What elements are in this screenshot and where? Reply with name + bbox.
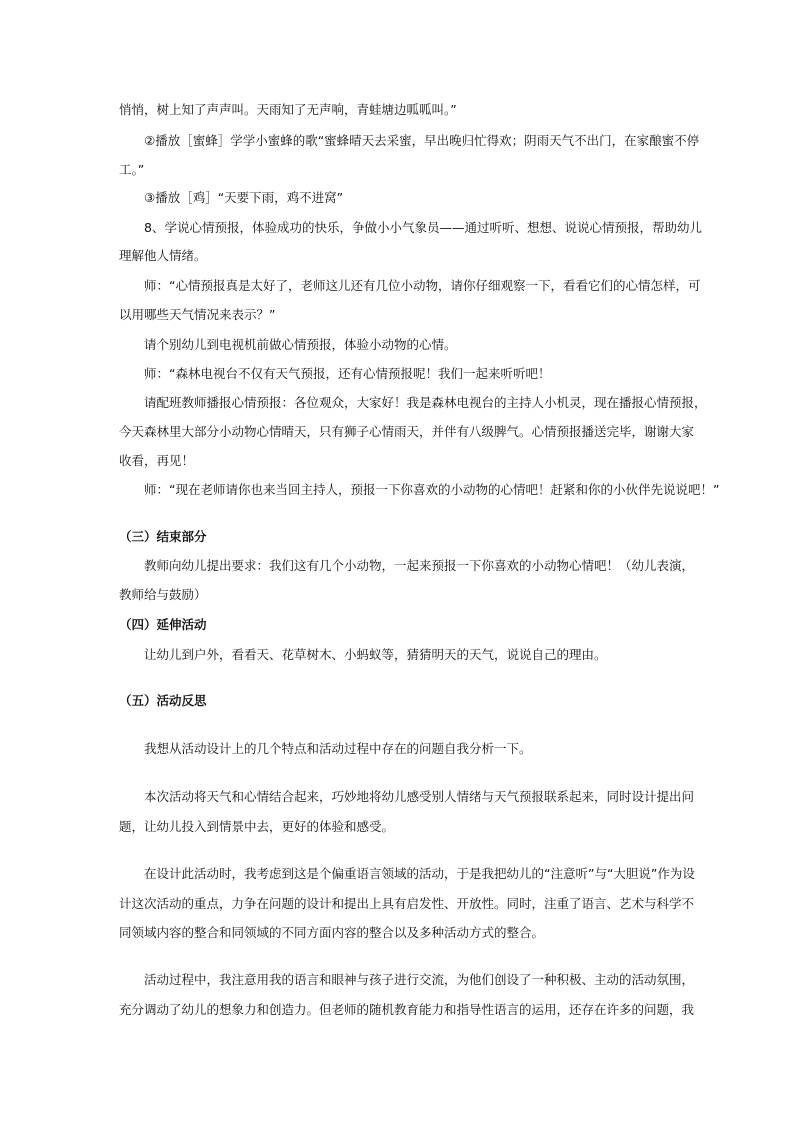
section-heading: （五）活动反思: [119, 693, 207, 708]
text-line: 在设计此活动时，我考虑到这是个偏重语言领域的活动，于是我把幼儿的“注意听”与“大胆说”作为设: [144, 866, 695, 881]
text-line: 请配班教师播报心情预报：各位观众，大家好！我是森林电视台的主持人小机灵，现在播报心情预报，: [144, 395, 707, 410]
text-line: 我想从活动设计上的几个特点和活动过程中存在的问题自我分析一下。: [144, 741, 532, 756]
section-heading: （四）延伸活动: [119, 617, 207, 632]
text-line: 以用哪些天气情况来表示？”: [119, 307, 276, 322]
text-line: ②播放［蜜蜂］学学小蜜蜂的歌“蜜蜂晴天去采蜜，早出晚归忙得欢；阴雨天气不出门，在家酿蜜不停: [144, 133, 700, 148]
section-heading: （三）结束部分: [119, 529, 207, 544]
text-line: 活动过程中，我注意用我的语言和眼神与孩子进行交流，为他们创设了一种积极、主动的活动氛围，: [144, 972, 695, 987]
text-line: ③播放［鸡］“天要下雨，鸡不进窝”: [144, 190, 344, 205]
text-line: 悄悄，树上知了声声叫。天雨知了无声响，青蛙塘边呱呱叫。”: [119, 102, 457, 117]
text-line: 本次活动将天气和心情结合起来，巧妙地将幼儿感受别人情绪与天气预报联系起来，同时设计提出问: [144, 789, 695, 804]
text-line: 收看，再见！: [119, 453, 195, 468]
text-line: 8、学说心情预报，体验成功的快乐，争做小小气象员——通过听听、想想、说说心情预报，帮助幼儿: [144, 220, 702, 235]
text-line: 题，让幼儿投入到情景中去，更好的体验和感受。: [119, 819, 395, 834]
text-line: 请个别幼儿到电视机前做心情预报，体验小动物的心情。: [144, 337, 457, 352]
text-line: 充分调动了幼儿的想象力和创造力。但老师的随机教育能力和指导性语言的运用，还存在许多的问题，我: [119, 1002, 695, 1017]
text-line: 教师向幼儿提出要求：我们这有几个小动物，一起来预报一下你喜欢的小动物心情吧！（幼儿表演，: [144, 558, 695, 573]
text-line: 工。”: [119, 162, 145, 177]
text-line: 让幼儿到户外，看看天、花草树木、小蚂蚁等，猜猜明天的天气，说说自己的理由。: [144, 647, 607, 662]
text-line: 同领域内容的整合和同领域的不同方面内容的整合以及多种活动方式的整合。: [119, 925, 545, 940]
text-line: 教师给与鼓励）: [119, 587, 207, 602]
text-line: 计这次活动的重点，力争在问题的设计和提出上具有启发性、开放性。同时，注重了语言、艺术与科学不: [119, 896, 695, 911]
text-line: 师：“心情预报真是太好了，老师这儿还有几位小动物，请你仔细观察一下，看看它们的心情怎样，可: [144, 278, 701, 293]
text-line: 师：“森林电视台不仅有天气预报，还有心情预报呢！我们一起来听听吧！: [144, 366, 551, 381]
text-line: 师：“现在老师请你也来当回主持人，预报一下你喜欢的小动物的心情吧！赶紧和你的小伙伴先说说吧！”: [144, 482, 720, 497]
text-line: 今天森林里大部分小动物心情晴天，只有狮子心情雨天，并伴有八级脾气。心情预报播送完毕，谢谢大家: [119, 424, 695, 439]
text-line: 理解他人情绪。: [119, 248, 207, 263]
